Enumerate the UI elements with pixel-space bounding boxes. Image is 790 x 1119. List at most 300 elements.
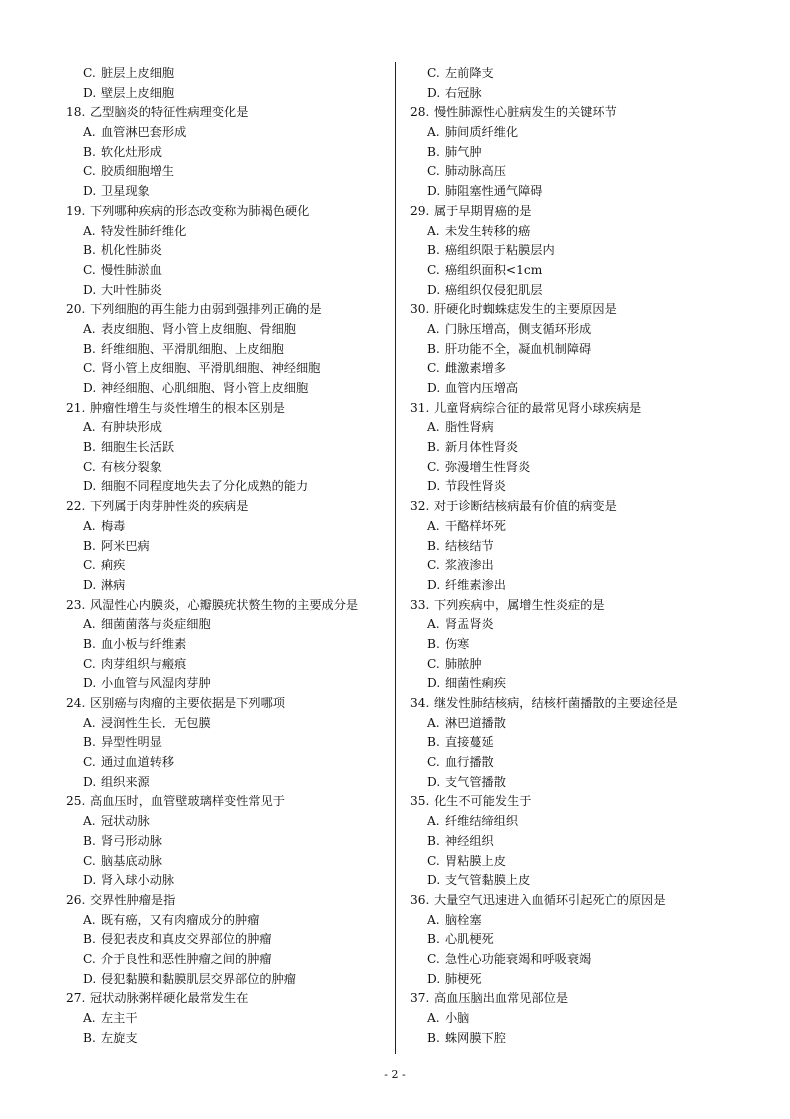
option-text: 肾入球小动脉 bbox=[101, 873, 175, 888]
option-text: 机化性肺炎 bbox=[101, 243, 162, 258]
answer-option bbox=[66, 674, 386, 694]
option-text: 异型性明显 bbox=[101, 735, 162, 750]
option-text: 心肌梗死 bbox=[445, 932, 494, 947]
option-text: 浸润性生长．无包膜 bbox=[101, 715, 211, 730]
option-letter: B. bbox=[83, 440, 96, 455]
option-text: 癌组织仅侵犯肌层 bbox=[445, 282, 543, 297]
question-number: 18. bbox=[66, 105, 86, 120]
option-text: 淋病 bbox=[101, 577, 126, 592]
option-letter: A. bbox=[427, 518, 440, 533]
option-text: 软化灶形成 bbox=[101, 144, 162, 159]
option-text: 脏层上皮细胞 bbox=[101, 66, 175, 80]
option-text: 血管淋巴套形成 bbox=[101, 125, 187, 140]
answer-option bbox=[410, 556, 730, 576]
answer-option bbox=[410, 438, 730, 458]
option-text: 介于良性和恶性肿瘤之间的肿瘤 bbox=[101, 951, 272, 966]
option-letter: C. bbox=[427, 558, 440, 573]
question-text: 下列哪种疾病的形态改变称为肺褐色硬化 bbox=[90, 203, 310, 218]
option-text: 结核结节 bbox=[445, 538, 494, 553]
answer-option bbox=[66, 812, 386, 832]
option-text: 血管内压增高 bbox=[445, 381, 519, 395]
question-text: 继发性肺结核病，结核杆菌播散的主要途径是 bbox=[434, 696, 678, 710]
option-letter: A. bbox=[83, 420, 96, 435]
option-letter: C. bbox=[83, 66, 96, 80]
answer-option bbox=[66, 852, 386, 872]
question-stem bbox=[66, 399, 386, 419]
answer-option bbox=[66, 340, 386, 360]
answer-option bbox=[410, 1009, 730, 1029]
option-letter: A. bbox=[83, 125, 96, 140]
question-number: 23. bbox=[66, 597, 86, 612]
question-stem bbox=[66, 694, 386, 714]
answer-option bbox=[66, 241, 386, 261]
question-stem bbox=[66, 103, 386, 123]
answer-option bbox=[66, 477, 386, 497]
answer-option bbox=[66, 458, 386, 478]
option-letter: A. bbox=[427, 223, 440, 238]
option-text: 侵犯黏膜和黏膜肌层交界部位的肿瘤 bbox=[101, 971, 296, 986]
option-text: 肺脓肿 bbox=[445, 656, 482, 671]
option-text: 直接蔓延 bbox=[445, 735, 494, 750]
answer-option bbox=[66, 123, 386, 143]
option-letter: D. bbox=[427, 971, 441, 986]
option-letter: A. bbox=[427, 1011, 440, 1025]
option-letter: D. bbox=[427, 381, 441, 395]
answer-option bbox=[410, 674, 730, 694]
option-text: 卫星现象 bbox=[101, 184, 150, 199]
option-text: 细菌菌落与炎症细胞 bbox=[101, 617, 211, 632]
question-text: 风湿性心内膜炎，心瓣膜疣状赘生物的主要成分是 bbox=[90, 597, 359, 612]
option-letter: C. bbox=[427, 755, 440, 770]
option-letter: A. bbox=[427, 321, 440, 336]
answer-option bbox=[66, 143, 386, 163]
option-letter: C. bbox=[83, 853, 96, 868]
option-letter: A. bbox=[427, 420, 440, 435]
option-letter: D. bbox=[83, 479, 97, 494]
option-text: 节段性肾炎 bbox=[445, 479, 506, 494]
option-text: 浆液渗出 bbox=[445, 558, 494, 573]
answer-option bbox=[66, 911, 386, 931]
option-letter: C. bbox=[427, 951, 440, 966]
question-number: 19. bbox=[66, 203, 86, 218]
option-letter: D. bbox=[83, 85, 97, 100]
option-letter: D. bbox=[427, 282, 441, 297]
answer-option bbox=[410, 182, 730, 202]
answer-option bbox=[410, 418, 730, 438]
left-column bbox=[66, 64, 386, 1048]
question-text: 高血压时，血管壁玻璃样变性常见于 bbox=[90, 794, 285, 809]
answer-option bbox=[66, 615, 386, 635]
option-letter: A. bbox=[83, 518, 96, 533]
question-number: 21. bbox=[66, 400, 86, 415]
question-stem bbox=[410, 891, 730, 911]
option-text: 新月体性肾炎 bbox=[445, 440, 519, 455]
answer-option bbox=[410, 911, 730, 931]
option-text: 既有癌，又有肉瘤成分的肿瘤 bbox=[101, 912, 260, 927]
question-stem bbox=[410, 989, 730, 1009]
option-letter: D. bbox=[427, 184, 441, 199]
answer-option bbox=[410, 950, 730, 970]
option-text: 未发生转移的癌 bbox=[445, 223, 531, 238]
answer-option bbox=[410, 576, 730, 596]
option-text: 左旋支 bbox=[101, 1030, 138, 1045]
option-letter: C. bbox=[427, 361, 440, 376]
option-letter: D. bbox=[427, 774, 441, 789]
question-stem bbox=[66, 202, 386, 222]
option-letter: C. bbox=[427, 66, 440, 80]
question-stem bbox=[66, 596, 386, 616]
question-stem bbox=[410, 792, 730, 812]
answer-option bbox=[66, 379, 386, 399]
option-text: 肺梗死 bbox=[445, 971, 482, 986]
option-letter: D. bbox=[83, 873, 97, 888]
option-letter: C. bbox=[83, 656, 96, 671]
answer-option bbox=[66, 438, 386, 458]
option-text: 纤维素渗出 bbox=[445, 577, 506, 592]
option-text: 弥漫增生性肾炎 bbox=[445, 459, 531, 474]
option-letter: A. bbox=[427, 912, 440, 927]
option-text: 癌组织面积<1cm bbox=[445, 262, 543, 277]
option-letter: A. bbox=[83, 912, 96, 927]
answer-option bbox=[410, 832, 730, 852]
question-number: 30. bbox=[410, 302, 430, 317]
option-text: 有核分裂象 bbox=[101, 459, 162, 474]
question-stem bbox=[66, 891, 386, 911]
option-letter: B. bbox=[427, 538, 440, 553]
question-number: 28. bbox=[410, 105, 430, 120]
option-letter: B. bbox=[83, 1030, 96, 1045]
question-stem bbox=[410, 103, 730, 123]
answer-option bbox=[410, 359, 730, 379]
option-text: 胶质细胞增生 bbox=[101, 164, 175, 179]
answer-option bbox=[66, 930, 386, 950]
option-letter: D. bbox=[83, 184, 97, 199]
answer-option bbox=[410, 84, 730, 104]
option-text: 干酪样坏死 bbox=[445, 518, 506, 533]
option-letter: D. bbox=[83, 774, 97, 789]
answer-option bbox=[410, 635, 730, 655]
answer-option bbox=[410, 281, 730, 301]
option-text: 特发性肺纤维化 bbox=[101, 223, 187, 238]
option-letter: B. bbox=[427, 341, 440, 356]
option-text: 痢疾 bbox=[101, 558, 126, 573]
question-text: 下列疾病中，属增生性炎症的是 bbox=[434, 597, 605, 612]
question-number: 26. bbox=[66, 892, 86, 907]
option-letter: D. bbox=[83, 381, 97, 395]
option-letter: B. bbox=[83, 341, 96, 356]
answer-option bbox=[410, 261, 730, 281]
option-text: 肾弓形动脉 bbox=[101, 833, 162, 848]
option-text: 急性心功能衰竭和呼吸衰竭 bbox=[445, 951, 592, 966]
answer-option bbox=[410, 379, 730, 399]
question-text: 区别癌与肉瘤的主要依据是下列哪项 bbox=[90, 696, 285, 710]
answer-option bbox=[66, 359, 386, 379]
option-letter: C. bbox=[427, 459, 440, 474]
option-text: 肾小管上皮细胞、平滑肌细胞、神经细胞 bbox=[101, 361, 321, 376]
option-letter: B. bbox=[83, 243, 96, 258]
option-letter: B. bbox=[427, 833, 440, 848]
option-text: 慢性肺淤血 bbox=[101, 262, 162, 277]
question-number: 25. bbox=[66, 794, 86, 809]
question-text: 下列属于肉芽肿性炎的疾病是 bbox=[90, 499, 249, 514]
page-number: - 2 - bbox=[384, 1068, 406, 1081]
question-text: 化生不可能发生于 bbox=[434, 794, 532, 809]
option-text: 肉芽组织与瘢痕 bbox=[101, 656, 187, 671]
option-text: 肺阻塞性通气障碍 bbox=[445, 184, 543, 199]
option-letter: A. bbox=[83, 223, 96, 238]
option-text: 左主干 bbox=[101, 1011, 138, 1025]
option-text: 阿米巴病 bbox=[101, 538, 150, 553]
question-number: 34. bbox=[410, 696, 430, 710]
question-text: 交界性肿瘤是指 bbox=[90, 892, 176, 907]
option-text: 血行播散 bbox=[445, 755, 494, 770]
answer-option bbox=[66, 222, 386, 242]
answer-option bbox=[410, 733, 730, 753]
option-text: 肺气肿 bbox=[445, 144, 482, 159]
option-text: 肺动脉高压 bbox=[445, 164, 506, 179]
option-text: 伤寒 bbox=[445, 636, 470, 651]
answer-option bbox=[66, 871, 386, 891]
answer-option bbox=[410, 537, 730, 557]
answer-option bbox=[66, 733, 386, 753]
answer-option bbox=[66, 1029, 386, 1049]
option-letter: A. bbox=[427, 715, 440, 730]
answer-option bbox=[410, 852, 730, 872]
option-letter: B. bbox=[427, 440, 440, 455]
option-text: 神经细胞、心肌细胞、肾小管上皮细胞 bbox=[101, 381, 309, 395]
option-letter: C. bbox=[427, 262, 440, 277]
option-letter: B. bbox=[427, 243, 440, 258]
option-letter: B. bbox=[427, 1030, 440, 1045]
option-letter: C. bbox=[83, 558, 96, 573]
option-text: 支气管播散 bbox=[445, 774, 506, 789]
option-letter: C. bbox=[83, 262, 96, 277]
option-text: 雌激素增多 bbox=[445, 361, 506, 376]
option-letter: C. bbox=[83, 459, 96, 474]
option-letter: B. bbox=[83, 932, 96, 947]
question-number: 33. bbox=[410, 597, 430, 612]
option-letter: C. bbox=[83, 164, 96, 179]
option-letter: D. bbox=[83, 282, 97, 297]
option-text: 细胞生长活跃 bbox=[101, 440, 175, 455]
option-text: 细菌性痢疾 bbox=[445, 676, 506, 691]
option-text: 表皮细胞、肾小管上皮细胞、骨细胞 bbox=[101, 321, 296, 336]
option-text: 蛛网膜下腔 bbox=[445, 1030, 506, 1045]
option-text: 左前降支 bbox=[445, 66, 494, 80]
option-letter: D. bbox=[83, 676, 97, 691]
question-stem bbox=[66, 792, 386, 812]
question-number: 32. bbox=[410, 499, 430, 514]
answer-option bbox=[66, 950, 386, 970]
question-number: 20. bbox=[66, 302, 86, 317]
question-number: 27. bbox=[66, 991, 86, 1006]
option-text: 壁层上皮细胞 bbox=[101, 85, 175, 100]
option-text: 纤维细胞、平滑肌细胞、上皮细胞 bbox=[101, 341, 284, 356]
answer-option bbox=[410, 714, 730, 734]
option-text: 右冠脉 bbox=[445, 85, 482, 100]
answer-option bbox=[66, 84, 386, 104]
question-number: 35. bbox=[410, 794, 430, 809]
option-letter: C. bbox=[83, 951, 96, 966]
answer-option bbox=[66, 576, 386, 596]
option-letter: A. bbox=[83, 814, 96, 829]
answer-option bbox=[66, 418, 386, 438]
answer-option bbox=[410, 340, 730, 360]
answer-option bbox=[66, 517, 386, 537]
option-letter: C. bbox=[427, 164, 440, 179]
answer-option bbox=[410, 930, 730, 950]
question-number: 22. bbox=[66, 499, 86, 514]
question-stem bbox=[410, 596, 730, 616]
option-text: 脑栓塞 bbox=[445, 912, 482, 927]
option-letter: B. bbox=[427, 636, 440, 651]
answer-option bbox=[66, 655, 386, 675]
option-letter: B. bbox=[427, 932, 440, 947]
option-text: 神经组织 bbox=[445, 833, 494, 848]
question-text: 冠状动脉粥样硬化最常发生在 bbox=[90, 991, 249, 1006]
answer-option bbox=[410, 162, 730, 182]
answer-option bbox=[410, 143, 730, 163]
option-letter: A. bbox=[427, 125, 440, 140]
answer-option bbox=[410, 320, 730, 340]
answer-option bbox=[410, 64, 730, 84]
option-letter: B. bbox=[83, 538, 96, 553]
answer-option bbox=[410, 615, 730, 635]
answer-option bbox=[410, 871, 730, 891]
option-letter: B. bbox=[83, 636, 96, 651]
option-text: 细胞不同程度地失去了分化成熟的能力 bbox=[101, 479, 309, 494]
option-letter: A. bbox=[83, 321, 96, 336]
answer-option bbox=[66, 970, 386, 990]
option-letter: A. bbox=[83, 1011, 96, 1025]
question-text: 对于诊断结核病最有价值的病变是 bbox=[434, 499, 617, 514]
answer-option bbox=[66, 773, 386, 793]
option-letter: B. bbox=[83, 735, 96, 750]
answer-option bbox=[410, 1029, 730, 1049]
question-stem bbox=[410, 497, 730, 517]
answer-option bbox=[410, 970, 730, 990]
question-stem bbox=[66, 989, 386, 1009]
option-text: 肾盂肾炎 bbox=[445, 617, 494, 632]
option-text: 门脉压增高，侧支循环形成 bbox=[445, 321, 592, 336]
option-letter: D. bbox=[427, 479, 441, 494]
question-number: 24. bbox=[66, 696, 86, 710]
option-letter: A. bbox=[427, 814, 440, 829]
option-text: 通过血道转移 bbox=[101, 755, 175, 770]
option-text: 肝功能不全，凝血机制障碍 bbox=[445, 341, 592, 356]
question-text: 乙型脑炎的特征性病理变化是 bbox=[90, 105, 249, 120]
option-letter: D. bbox=[83, 577, 97, 592]
answer-option bbox=[66, 832, 386, 852]
answer-option bbox=[410, 517, 730, 537]
question-text: 下列细胞的再生能力由弱到强排列正确的是 bbox=[90, 302, 322, 317]
question-text: 大量空气迅速进入血循环引起死亡的原因是 bbox=[434, 892, 666, 907]
answer-option bbox=[410, 655, 730, 675]
question-text: 肝硬化时蜘蛛痣发生的主要原因是 bbox=[434, 302, 617, 317]
question-stem bbox=[410, 399, 730, 419]
option-text: 冠状动脉 bbox=[101, 814, 150, 829]
answer-option bbox=[66, 320, 386, 340]
option-letter: C. bbox=[427, 656, 440, 671]
answer-option bbox=[66, 64, 386, 84]
answer-option bbox=[66, 556, 386, 576]
option-letter: A. bbox=[83, 617, 96, 632]
answer-option bbox=[410, 812, 730, 832]
answer-option bbox=[410, 123, 730, 143]
option-letter: B. bbox=[83, 144, 96, 159]
question-stem bbox=[410, 694, 730, 714]
option-text: 组织来源 bbox=[101, 774, 150, 789]
option-letter: D. bbox=[83, 971, 97, 986]
answer-option bbox=[66, 261, 386, 281]
option-text: 脂性肾病 bbox=[445, 420, 494, 435]
answer-option bbox=[410, 477, 730, 497]
option-text: 纤维结缔组织 bbox=[445, 814, 519, 829]
answer-option bbox=[410, 222, 730, 242]
option-text: 淋巴道播散 bbox=[445, 715, 506, 730]
question-number: 37. bbox=[410, 991, 430, 1006]
question-number: 31. bbox=[410, 400, 430, 415]
question-stem bbox=[66, 497, 386, 517]
option-letter: B. bbox=[83, 833, 96, 848]
option-letter: B. bbox=[427, 144, 440, 159]
option-text: 肺间质纤维化 bbox=[445, 125, 519, 140]
question-text: 肿瘤性增生与炎性增生的根本区别是 bbox=[90, 400, 285, 415]
answer-option bbox=[66, 162, 386, 182]
option-letter: D. bbox=[427, 676, 441, 691]
question-stem bbox=[410, 202, 730, 222]
option-letter: C. bbox=[83, 755, 96, 770]
answer-option bbox=[66, 182, 386, 202]
option-text: 侵犯表皮和真皮交界部位的肿瘤 bbox=[101, 932, 272, 947]
question-stem bbox=[66, 300, 386, 320]
option-letter: D. bbox=[427, 873, 441, 888]
right-column bbox=[410, 64, 730, 1048]
answer-option bbox=[66, 537, 386, 557]
option-text: 有肿块形成 bbox=[101, 420, 162, 435]
option-text: 梅毒 bbox=[101, 518, 126, 533]
option-text: 脑基底动脉 bbox=[101, 853, 162, 868]
answer-option bbox=[66, 753, 386, 773]
question-text: 儿童肾病综合征的最常见肾小球疾病是 bbox=[434, 400, 642, 415]
answer-option bbox=[66, 281, 386, 301]
answer-option bbox=[410, 753, 730, 773]
option-text: 血小板与纤维素 bbox=[101, 636, 187, 651]
answer-option bbox=[66, 714, 386, 734]
answer-option bbox=[410, 241, 730, 261]
option-letter: D. bbox=[427, 85, 441, 100]
question-stem bbox=[410, 300, 730, 320]
option-letter: C. bbox=[427, 853, 440, 868]
question-text: 高血压脑出血常见部位是 bbox=[434, 991, 569, 1006]
option-letter: A. bbox=[427, 617, 440, 632]
question-text: 慢性肺源性心脏病发生的关键环节 bbox=[434, 105, 617, 120]
question-number: 36. bbox=[410, 892, 430, 907]
column-divider bbox=[395, 62, 396, 1054]
question-number: 29. bbox=[410, 203, 430, 218]
option-text: 胃粘膜上皮 bbox=[445, 853, 506, 868]
option-letter: A. bbox=[83, 715, 96, 730]
option-letter: B. bbox=[427, 735, 440, 750]
answer-option bbox=[66, 1009, 386, 1029]
option-text: 小脑 bbox=[445, 1011, 470, 1025]
option-letter: D. bbox=[427, 577, 441, 592]
question-text: 属于早期胃癌的是 bbox=[434, 203, 532, 218]
option-text: 支气管黏膜上皮 bbox=[445, 873, 531, 888]
answer-option bbox=[410, 773, 730, 793]
answer-option bbox=[66, 635, 386, 655]
option-text: 癌组织限于粘膜层内 bbox=[445, 243, 555, 258]
